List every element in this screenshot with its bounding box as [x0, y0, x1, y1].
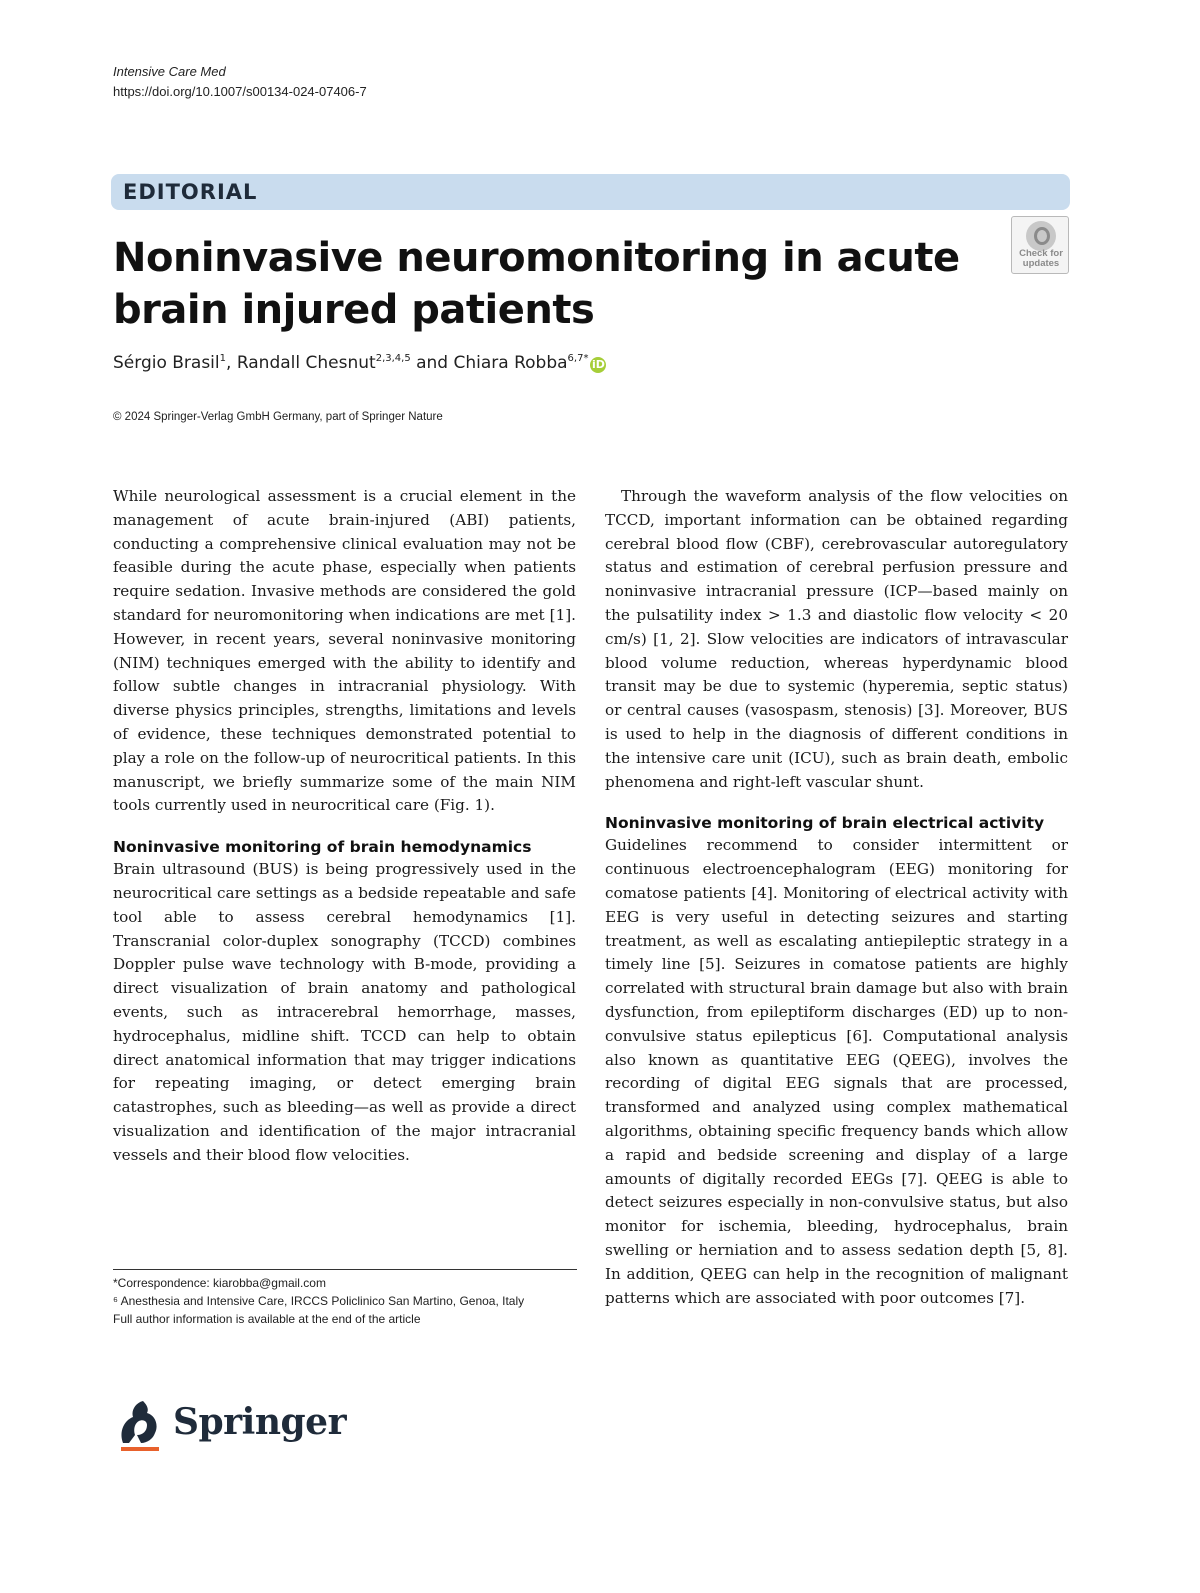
author-list — [113, 353, 606, 373]
springer-logo — [113, 1395, 347, 1455]
footnote-divider — [113, 1269, 577, 1270]
section-heading: Noninvasive monitoring of brain electrical activity — [605, 814, 1045, 833]
author-affiliation-marker: 2,3,4,5 — [375, 353, 411, 364]
author-separator: , — [226, 353, 237, 373]
journal-name: Intensive Care Med — [113, 64, 226, 79]
doi-link[interactable]: https://doi.org/10.1007/s00134-024-07406-7 — [113, 84, 367, 99]
author-name[interactable]: Chiara Robba — [453, 353, 568, 373]
body-column-right — [605, 485, 1068, 1310]
article-title: Noninvasive neuromonitoring in acute brain injured patients — [113, 235, 960, 333]
springer-horse-icon — [113, 1395, 165, 1455]
body-paragraph: While neurological assessment is a crucial element in the management of acute brain-injured (ABI) patients, conducting a comprehensive clinical evaluation may not be feasible during the acute phase, especially when patients require sedation. Invasive methods are considered the gold standard for neuromonitoring when indications are met [1]. However, in recent years, several noninvasive monitoring (NIM) techniques emerged with the ability to identify and follow subtle changes in intracranial physiology. With diverse physics principles, strengths, limitations and levels of evidence, these techniques demonstrated potential to play a role on the follow-up of neurocritical patients. In this manuscript, we briefly summarize some of the main NIM tools currently used in neurocritical care (Fig. 1). — [113, 487, 576, 815]
article-type-band — [111, 174, 1070, 210]
check-for-updates-badge[interactable] — [1011, 216, 1069, 274]
check-for-updates-icon — [1026, 221, 1056, 251]
author-separator: and — [410, 353, 454, 373]
body-column-left — [113, 485, 576, 1168]
body-paragraph: Through the waveform analysis of the flow velocities on TCCD, important information can be obtained regarding cerebral blood flow (CBF), cerebrovascular autoregulatory status and estimation of cerebral perfusion pressure and noninvasive intracranial pressure (ICP—based mainly on the pulsatility index > 1.3 and diastolic flow velocity < 20 cm/s) [1, 2]. Slow velocities are indicators of intravascular blood volume reduction, whereas hyperdynamic blood transit may be due to systemic (hyperemia, septic status) or central causes (vasospasm, stenosis) [3]. Moreover, BUS is used to help in the diagnosis of different conditions in the intensive care unit (ICU), such as brain death, embolic phenomena and right-left vascular shunt. — [605, 487, 1068, 791]
orcid-icon[interactable]: iD — [592, 358, 605, 371]
author-info-footnote: Full author information is available at the end of the article — [113, 1312, 421, 1326]
footnotes — [113, 1274, 577, 1328]
author-name[interactable]: Sérgio Brasil — [113, 353, 220, 373]
article-type-label: EDITORIAL — [123, 180, 258, 204]
publisher-name: Springer — [173, 1401, 347, 1443]
section-heading: Noninvasive monitoring of brain hemodynamics — [113, 838, 532, 857]
author-name[interactable]: Randall Chesnut — [236, 353, 376, 373]
affiliation-footnote: ⁶ Anesthesia and Intensive Care, IRCCS Policlinico San Martino, Genoa, Italy — [113, 1294, 525, 1308]
copyright-notice: © 2024 Springer-Verlag GmbH Germany, part of Springer Nature — [113, 411, 443, 423]
body-paragraph: Brain ultrasound (BUS) is being progressively used in the neurocritical care settings as a bedside repeatable and safe tool able to assess cerebral hemodynamics [1]. Transcranial color-duplex sonography (TCCD) combines Doppler pulse wave technology with B-mode, providing a direct visualization of brain anatomy and pathological events, such as intracerebral hemorrhage, masses, hydrocephalus, midline shift. TCCD can help to obtain direct anatomical information that may trigger indications for repeating imaging, or detect emerging brain catastrophes, such as bleeding—as well as provide a direct visualization and identification of the major intracranial vessels and their blood flow velocities. — [113, 860, 576, 1164]
author-affiliation-marker: 6,7* — [567, 353, 589, 364]
body-paragraph: Guidelines recommend to consider intermittent or continuous electroencephalogram (EEG) monitoring for comatose patients [4]. Monitoring of electrical activity with EEG is very useful in detecting seizures and starting treatment, as well as escalating antiepileptic strategy in a timely line [5]. Seizures in comatose patients are highly correlated with structural brain damage but also with brain dysfunction, from epileptiform discharges (ED) up to non-convulsive status epilepticus [6]. Computational analysis also known as quantitative EEG (QEEG), involves the recording of digital EEG signals that are processed, transformed and analyzed using complex mathematical algorithms, obtaining specific frequency bands which allow a rapid and bedside screening and display of a large amounts of digitally recorded EEGs [7]. QEEG is able to detect seizures especially in non-convulsive status, but also monitor for ischemia, bleeding, hydrocephalus, brain swelling or herniation and to assess sedation depth [5, 8]. In addition, QEEG can help in the recognition of malignant patterns which are associated with poor outcomes [7]. — [605, 836, 1068, 1307]
check-for-updates-label: Check for updates — [1019, 248, 1063, 269]
author-affiliation-marker: 1 — [219, 353, 227, 364]
correspondence-footnote[interactable]: *Correspondence: kiarobba@gmail.com — [113, 1276, 326, 1290]
